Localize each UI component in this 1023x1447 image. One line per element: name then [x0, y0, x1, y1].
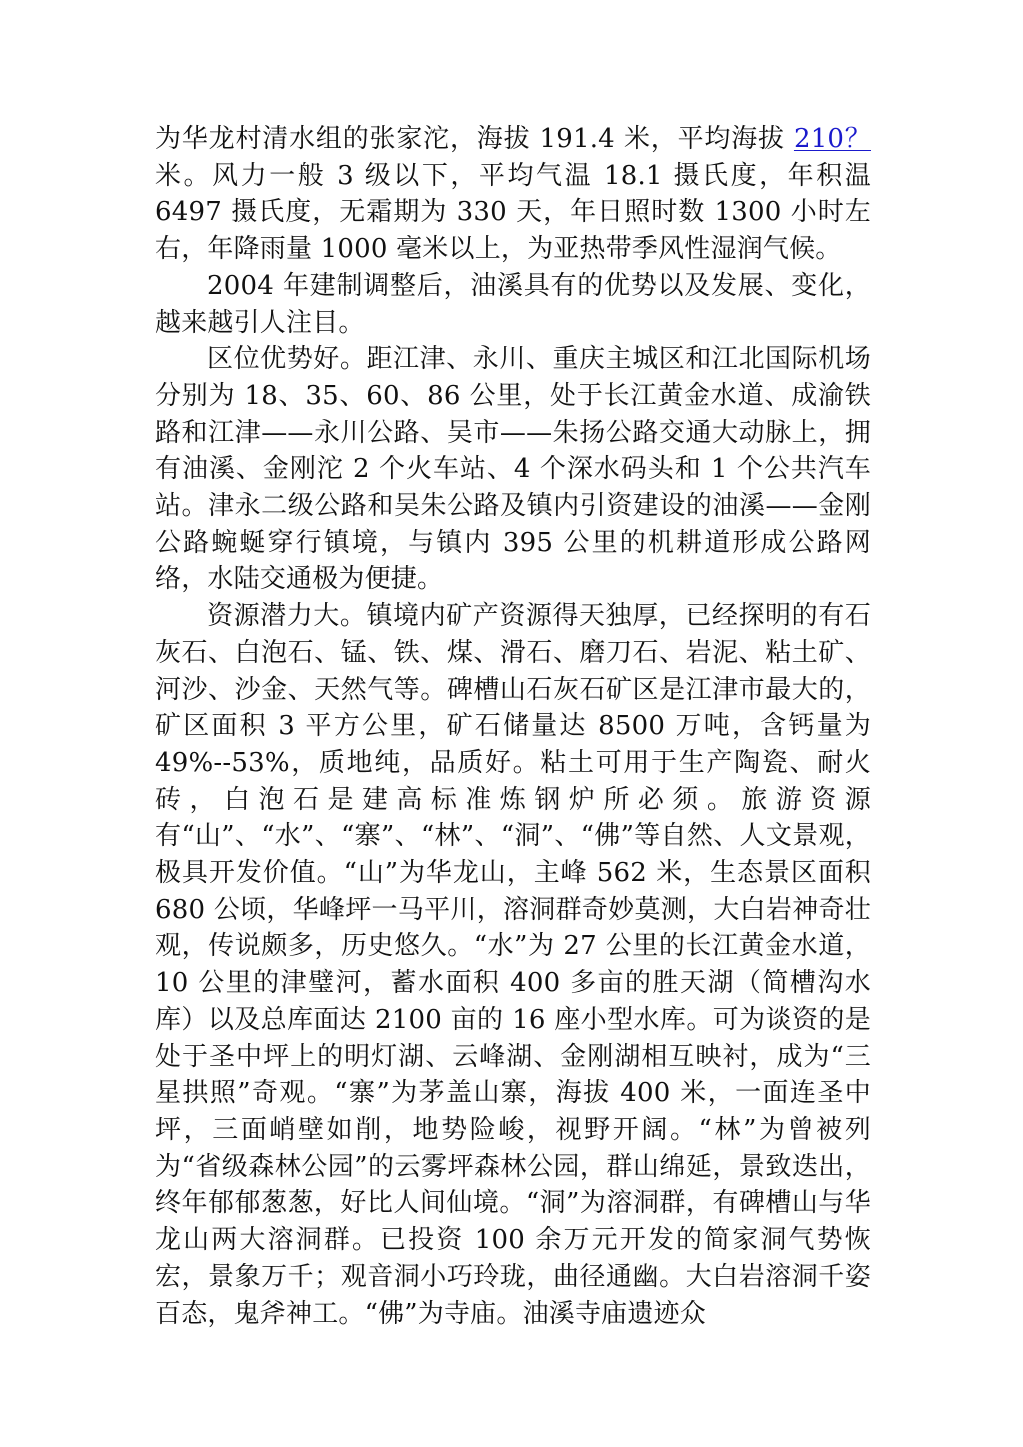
paragraph-adjustment: 2004 年建制调整后，油溪具有的优势以及发展、变化，越来越引人注目。	[155, 270, 871, 338]
climate-text-after: 米。风力一般 3 级以下，平均气温 18.1 摄氏度，年积温 6497 摄氏度，无霜期为 330 天，年日照时数 1300 小时左右，年降雨量 1000 毫米以上，为亚热带季风性湿润气候。	[155, 160, 871, 265]
paragraph-location-advantage: 区位优势好。距江津、永川、重庆主城区和江北国际机场分别为 18、35、60、86 公里，处于长江黄金水道、成渝铁路和江津——永川公路、吴市——朱扬公路交通大动脉上，拥有油溪、金刚沱 2 个火车站、4 个深水码头和 1 个公共汽车站。津永二级公路和吴朱公路及镇内引资建设的油溪——金刚公路蜿蜒穿行镇境，与镇内 395 公里的机耕道形成公路网络，水陆交通极为便捷。	[155, 344, 871, 595]
paragraph-resource-potential: 资源潜力大。镇境内矿产资源得天独厚，已经探明的有石灰石、白泡石、锰、铁、煤、滑石、磨刀石、岩泥、粘土矿、河沙、沙金、天然气等。碑槽山石灰石矿区是江津市最大的，矿区面积 3 平方公里，矿石储量达 8500 万吨，含钙量为 49%--53%，质地纯，品质好。粘土可用于生产陶瓷、耐火砖，白泡石是建高标准炼钢炉所必须。旅游资源有“山”、“水”、“寨”、“林”、“洞”、“佛”等自然、人文景观，极具开发价值。“山”为华龙山，主峰 562 米，生态景区面积 680 公顷，华峰坪一马平川，溶洞群奇妙莫测，大白岩神奇壮观，传说颇多，历史悠久。“水”为 27 公里的长江黄金水道，10 公里的津璧河，蓄水面积 400 多亩的胜天湖（简槽沟水库）以及总库面达 2100 亩的 16 座小型水库。可为谈资的是处于圣中坪上的明灯湖、云峰湖、金刚湖相互映衬，成为“三星拱照”奇观。“寨”为茅盖山寨，海拔 400 米，一面连圣中坪，三面峭壁如削，地势险峻，视野开阔。“林”为曾被列为“省级森林公园”的云雾坪森林公园，群山绵延，景致迭出，终年郁郁葱葱，好比人间仙境。“洞”为溶洞群，有碑槽山与华龙山两大溶洞群。已投资 100 余万元开发的简家洞气势恢宏，景象万千；观音洞小巧玲珑，曲径通幽。大白岩溶洞千姿百态，鬼斧神工。“佛”为寺庙。油溪寺庙遗迹众	[155, 601, 871, 1329]
paragraph-climate	[155, 121, 871, 268]
average-altitude-link[interactable]: 210？	[793, 124, 871, 154]
document-body	[155, 121, 871, 1332]
climate-text-before: 为华龙村清水组的张家沱，海拔 191.4 米，平均海拔	[155, 124, 794, 154]
